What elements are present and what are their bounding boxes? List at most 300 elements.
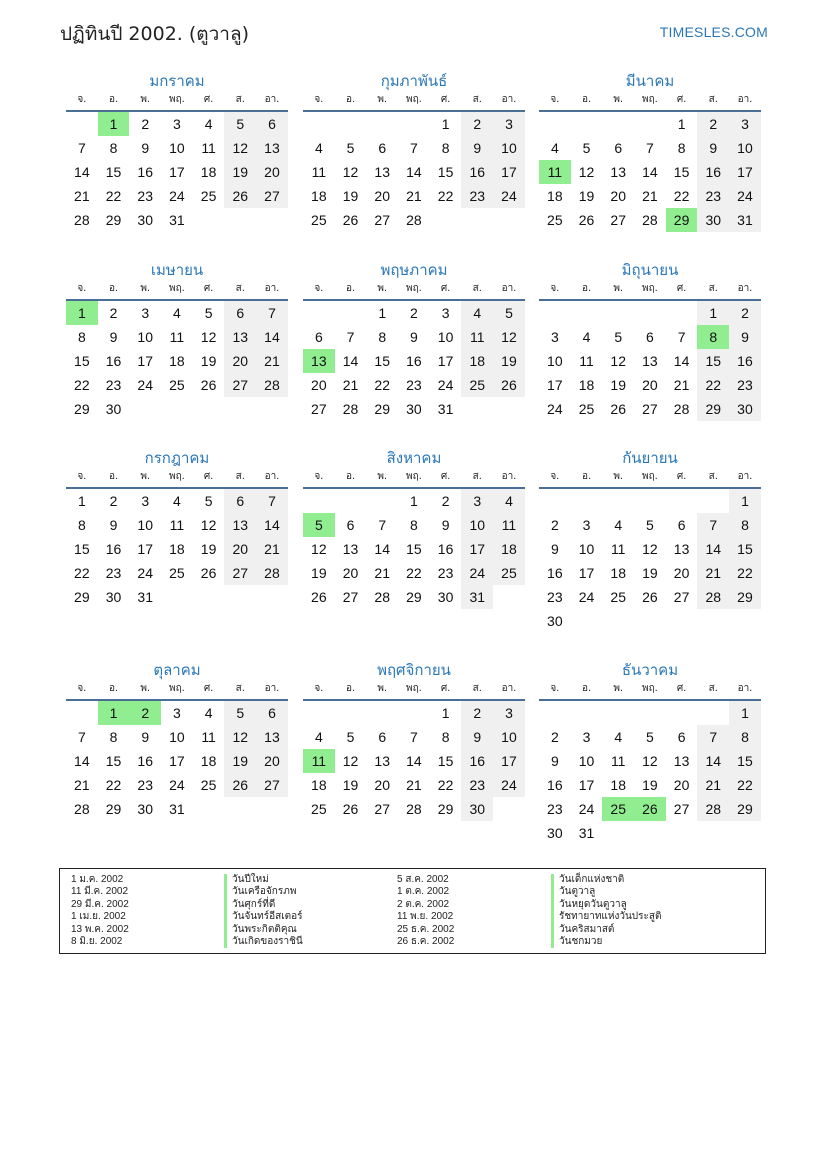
day-cell[interactable]: 20 — [673, 777, 690, 793]
day-cell[interactable]: 26 — [578, 212, 595, 228]
day-cell[interactable]: 23 — [729, 373, 761, 397]
day-cell[interactable]: 28 — [673, 401, 690, 417]
day-cell[interactable]: 10 — [137, 329, 153, 345]
day-cell[interactable]: 18 — [610, 777, 626, 793]
day-cell[interactable]: 7 — [697, 725, 729, 749]
day-cell[interactable]: 9 — [729, 325, 761, 349]
day-cell[interactable]: 29 — [105, 212, 122, 228]
day-cell[interactable]: 14 — [74, 164, 90, 180]
day-cell[interactable]: 7 — [346, 329, 355, 345]
day-cell[interactable]: 29 — [406, 589, 422, 605]
day-cell[interactable]: 14 — [406, 164, 422, 180]
day-cell[interactable]: 5 — [614, 329, 623, 345]
day-cell[interactable]: 2 — [697, 112, 729, 136]
day-cell[interactable]: 14 — [406, 753, 422, 769]
day-cell[interactable]: 30 — [547, 825, 563, 841]
day-cell[interactable]: 1 — [729, 701, 761, 725]
day-cell[interactable]: 20 — [642, 377, 658, 393]
day-cell[interactable]: 5 — [646, 517, 654, 533]
day-cell[interactable]: 8 — [109, 140, 118, 156]
day-cell[interactable]: 16 — [105, 541, 122, 557]
day-cell[interactable]: 14 — [256, 513, 288, 537]
day-cell[interactable]: 28 — [74, 801, 90, 817]
day-cell[interactable]: 18 — [578, 377, 595, 393]
day-cell[interactable]: 22 — [673, 188, 690, 204]
day-cell[interactable]: 23 — [461, 773, 493, 797]
day-cell[interactable]: 18 — [200, 753, 217, 769]
day-cell[interactable]: 24 — [169, 188, 185, 204]
day-cell[interactable]: 19 — [578, 188, 595, 204]
day-cell[interactable]: 20 — [311, 377, 327, 393]
day-cell[interactable]: 31 — [437, 401, 454, 417]
day-cell[interactable]: 20 — [256, 749, 288, 773]
day-cell[interactable]: 28 — [697, 585, 729, 609]
day-cell[interactable]: 10 — [493, 725, 525, 749]
day-cell[interactable]: 18 — [461, 349, 493, 373]
day-cell[interactable]: 27 — [256, 773, 288, 797]
day-cell[interactable]: 7 — [697, 513, 729, 537]
day-cell[interactable]: 21 — [256, 537, 288, 561]
day-cell[interactable]: 21 — [642, 188, 658, 204]
day-cell[interactable]: 2 — [550, 729, 559, 745]
day-cell[interactable]: 28 — [374, 589, 390, 605]
day-cell[interactable]: 27 — [374, 212, 390, 228]
day-cell[interactable]: 16 — [547, 777, 563, 793]
day-cell[interactable]: 6 — [224, 489, 256, 513]
day-cell[interactable]: 25 — [578, 401, 595, 417]
day-cell[interactable]: 11 — [303, 749, 335, 773]
day-cell[interactable]: 2 — [729, 301, 761, 325]
day-cell[interactable]: 18 — [493, 537, 525, 561]
day-cell[interactable]: 5 — [204, 493, 213, 509]
day-cell[interactable]: 17 — [493, 749, 525, 773]
day-cell[interactable]: 1 — [441, 705, 450, 721]
day-cell[interactable]: 24 — [437, 377, 454, 393]
day-cell[interactable]: 11 — [610, 753, 626, 769]
day-cell[interactable]: 3 — [173, 116, 181, 132]
day-cell[interactable]: 29 — [105, 801, 122, 817]
day-cell[interactable]: 3 — [582, 517, 591, 533]
day-cell[interactable]: 28 — [256, 373, 288, 397]
day-cell[interactable]: 10 — [493, 136, 525, 160]
day-cell[interactable]: 26 — [342, 801, 359, 817]
day-cell[interactable]: 20 — [256, 160, 288, 184]
day-cell[interactable]: 27 — [256, 184, 288, 208]
day-cell[interactable]: 19 — [342, 188, 359, 204]
day-cell[interactable]: 15 — [374, 353, 390, 369]
day-cell[interactable]: 13 — [642, 353, 658, 369]
day-cell[interactable]: 4 — [614, 729, 623, 745]
day-cell[interactable]: 3 — [173, 705, 181, 721]
day-cell[interactable]: 30 — [729, 397, 761, 421]
day-cell[interactable]: 5 — [346, 140, 355, 156]
day-cell[interactable]: 22 — [437, 188, 454, 204]
day-cell[interactable]: 12 — [342, 753, 359, 769]
day-cell[interactable]: 29 — [374, 401, 390, 417]
day-cell[interactable]: 5 — [646, 729, 654, 745]
day-cell[interactable]: 3 — [141, 493, 150, 509]
day-cell[interactable]: 27 — [673, 589, 690, 605]
day-cell[interactable]: 25 — [493, 561, 525, 585]
day-cell[interactable]: 10 — [578, 753, 595, 769]
day-cell[interactable]: 6 — [677, 517, 686, 533]
day-cell[interactable]: 30 — [406, 401, 422, 417]
day-cell[interactable]: 5 — [303, 513, 335, 537]
day-cell[interactable]: 6 — [346, 517, 355, 533]
day-cell[interactable]: 11 — [493, 513, 525, 537]
day-cell[interactable]: 20 — [224, 537, 256, 561]
day-cell[interactable]: 19 — [642, 565, 658, 581]
day-cell[interactable]: 28 — [406, 212, 422, 228]
day-cell[interactable]: 21 — [697, 773, 729, 797]
day-cell[interactable]: 26 — [200, 565, 217, 581]
day-cell[interactable]: 11 — [311, 164, 327, 180]
day-cell[interactable]: 5 — [493, 301, 525, 325]
day-cell[interactable]: 25 — [169, 377, 185, 393]
day-cell[interactable]: 9 — [461, 136, 493, 160]
day-cell[interactable]: 12 — [642, 753, 658, 769]
day-cell[interactable]: 14 — [342, 353, 359, 369]
day-cell[interactable]: 11 — [539, 160, 571, 184]
day-cell[interactable]: 14 — [697, 537, 729, 561]
day-cell[interactable]: 12 — [224, 725, 256, 749]
day-cell[interactable]: 26 — [224, 184, 256, 208]
day-cell[interactable]: 9 — [441, 517, 450, 533]
day-cell[interactable]: 30 — [437, 589, 454, 605]
day-cell[interactable]: 23 — [697, 184, 729, 208]
day-cell[interactable]: 18 — [311, 777, 327, 793]
day-cell[interactable]: 13 — [673, 541, 690, 557]
day-cell[interactable]: 12 — [642, 541, 658, 557]
day-cell[interactable]: 20 — [673, 565, 690, 581]
day-cell[interactable]: 30 — [547, 613, 563, 629]
day-cell[interactable]: 15 — [729, 537, 761, 561]
day-cell[interactable]: 22 — [74, 377, 90, 393]
day-cell[interactable]: 17 — [137, 541, 153, 557]
day-cell[interactable]: 12 — [578, 164, 595, 180]
day-cell[interactable]: 4 — [314, 140, 323, 156]
day-cell[interactable]: 5 — [224, 701, 256, 725]
day-cell[interactable]: 9 — [550, 753, 559, 769]
day-cell[interactable]: 21 — [673, 377, 690, 393]
day-cell[interactable]: 10 — [578, 541, 595, 557]
day-cell[interactable]: 8 — [77, 329, 86, 345]
day-cell[interactable]: 9 — [550, 541, 559, 557]
day-cell[interactable]: 7 — [410, 729, 418, 745]
day-cell[interactable]: 3 — [729, 112, 761, 136]
day-cell[interactable]: 20 — [342, 565, 359, 581]
day-cell[interactable]: 8 — [109, 729, 118, 745]
day-cell[interactable]: 13 — [256, 725, 288, 749]
day-cell[interactable]: 23 — [437, 565, 454, 581]
day-cell[interactable]: 8 — [729, 513, 761, 537]
day-cell[interactable]: 6 — [677, 729, 686, 745]
day-cell[interactable]: 23 — [137, 188, 153, 204]
day-cell[interactable]: 11 — [201, 140, 216, 156]
day-cell[interactable]: 30 — [461, 797, 493, 821]
day-cell[interactable]: 12 — [224, 136, 256, 160]
day-cell[interactable]: 1 — [98, 112, 130, 136]
day-cell[interactable]: 28 — [342, 401, 359, 417]
day-cell[interactable]: 29 — [666, 208, 698, 232]
day-cell[interactable]: 4 — [173, 493, 181, 509]
day-cell[interactable]: 21 — [256, 349, 288, 373]
day-cell[interactable]: 28 — [642, 212, 658, 228]
day-cell[interactable]: 12 — [610, 353, 626, 369]
day-cell[interactable]: 10 — [137, 517, 153, 533]
day-cell[interactable]: 5 — [582, 140, 591, 156]
day-cell[interactable]: 2 — [109, 305, 118, 321]
day-cell[interactable]: 8 — [697, 325, 729, 349]
day-cell[interactable]: 1 — [66, 301, 98, 325]
day-cell[interactable]: 17 — [437, 353, 454, 369]
day-cell[interactable]: 9 — [141, 140, 150, 156]
day-cell[interactable]: 29 — [697, 397, 729, 421]
day-cell[interactable]: 29 — [729, 585, 761, 609]
day-cell[interactable]: 23 — [461, 184, 493, 208]
day-cell[interactable]: 27 — [374, 801, 390, 817]
day-cell[interactable]: 27 — [673, 801, 690, 817]
day-cell[interactable]: 16 — [729, 349, 761, 373]
day-cell[interactable]: 7 — [256, 489, 288, 513]
day-cell[interactable]: 19 — [311, 565, 327, 581]
day-cell[interactable]: 9 — [141, 729, 150, 745]
day-cell[interactable]: 24 — [137, 377, 153, 393]
day-cell[interactable]: 22 — [437, 777, 454, 793]
day-cell[interactable]: 15 — [74, 353, 90, 369]
day-cell[interactable]: 7 — [77, 729, 86, 745]
day-cell[interactable]: 12 — [342, 164, 359, 180]
day-cell[interactable]: 25 — [610, 589, 626, 605]
day-cell[interactable]: 14 — [256, 325, 288, 349]
day-cell[interactable]: 14 — [673, 353, 690, 369]
day-cell[interactable]: 17 — [169, 753, 185, 769]
day-cell[interactable]: 24 — [493, 773, 525, 797]
day-cell[interactable]: 22 — [697, 373, 729, 397]
day-cell[interactable]: 1 — [441, 116, 450, 132]
day-cell[interactable]: 11 — [610, 541, 626, 557]
day-cell[interactable]: 3 — [461, 489, 493, 513]
day-cell[interactable]: 24 — [493, 184, 525, 208]
day-cell[interactable]: 2 — [109, 493, 118, 509]
day-cell[interactable]: 22 — [729, 773, 761, 797]
day-cell[interactable]: 30 — [105, 401, 122, 417]
day-cell[interactable]: 6 — [646, 329, 654, 345]
day-cell[interactable]: 9 — [109, 329, 118, 345]
day-cell[interactable]: 19 — [200, 541, 217, 557]
day-cell[interactable]: 28 — [406, 801, 422, 817]
day-cell[interactable]: 7 — [378, 517, 387, 533]
day-cell[interactable]: 12 — [493, 325, 525, 349]
day-cell[interactable]: 2 — [461, 112, 493, 136]
day-cell[interactable]: 22 — [105, 777, 122, 793]
day-cell[interactable]: 1 — [77, 493, 86, 509]
day-cell[interactable]: 28 — [256, 561, 288, 585]
day-cell[interactable]: 25 — [200, 188, 217, 204]
day-cell[interactable]: 14 — [697, 749, 729, 773]
day-cell[interactable]: 13 — [342, 541, 359, 557]
day-cell[interactable]: 11 — [169, 329, 185, 345]
day-cell[interactable]: 18 — [169, 353, 185, 369]
day-cell[interactable]: 26 — [224, 773, 256, 797]
day-cell[interactable]: 17 — [137, 353, 153, 369]
day-cell[interactable]: 13 — [610, 164, 626, 180]
day-cell[interactable]: 17 — [578, 777, 595, 793]
day-cell[interactable]: 10 — [461, 513, 493, 537]
day-cell[interactable]: 9 — [410, 329, 418, 345]
day-cell[interactable]: 18 — [610, 565, 626, 581]
day-cell[interactable]: 2 — [550, 517, 559, 533]
day-cell[interactable]: 20 — [224, 349, 256, 373]
day-cell[interactable]: 1 — [697, 301, 729, 325]
day-cell[interactable]: 15 — [406, 541, 422, 557]
day-cell[interactable]: 3 — [493, 112, 525, 136]
day-cell[interactable]: 22 — [74, 565, 90, 581]
day-cell[interactable]: 10 — [729, 136, 761, 160]
day-cell[interactable]: 8 — [729, 725, 761, 749]
day-cell[interactable]: 20 — [610, 188, 626, 204]
day-cell[interactable]: 8 — [677, 140, 686, 156]
day-cell[interactable]: 4 — [614, 517, 623, 533]
day-cell[interactable]: 31 — [137, 589, 153, 605]
day-cell[interactable]: 10 — [169, 140, 185, 156]
day-cell[interactable]: 9 — [697, 136, 729, 160]
day-cell[interactable]: 1 — [98, 701, 130, 725]
day-cell[interactable]: 20 — [374, 777, 390, 793]
day-cell[interactable]: 5 — [204, 305, 213, 321]
day-cell[interactable]: 24 — [461, 561, 493, 585]
day-cell[interactable]: 27 — [342, 589, 359, 605]
day-cell[interactable]: 4 — [314, 729, 323, 745]
day-cell[interactable]: 2 — [141, 116, 150, 132]
day-cell[interactable]: 3 — [141, 305, 150, 321]
day-cell[interactable]: 19 — [224, 749, 256, 773]
day-cell[interactable]: 25 — [169, 565, 185, 581]
day-cell[interactable]: 30 — [137, 801, 153, 817]
day-cell[interactable]: 25 — [311, 212, 327, 228]
day-cell[interactable]: 4 — [461, 301, 493, 325]
day-cell[interactable]: 4 — [493, 489, 525, 513]
day-cell[interactable]: 3 — [582, 729, 591, 745]
day-cell[interactable]: 10 — [437, 329, 454, 345]
day-cell[interactable]: 6 — [314, 329, 323, 345]
day-cell[interactable]: 17 — [729, 160, 761, 184]
day-cell[interactable]: 6 — [614, 140, 623, 156]
day-cell[interactable]: 19 — [493, 349, 525, 373]
day-cell[interactable]: 31 — [578, 825, 595, 841]
day-cell[interactable]: 6 — [224, 301, 256, 325]
day-cell[interactable]: 22 — [729, 561, 761, 585]
day-cell[interactable]: 19 — [224, 160, 256, 184]
day-cell[interactable]: 26 — [634, 797, 666, 821]
day-cell[interactable]: 4 — [204, 116, 213, 132]
day-cell[interactable]: 14 — [374, 541, 390, 557]
day-cell[interactable]: 16 — [461, 160, 493, 184]
day-cell[interactable]: 7 — [256, 301, 288, 325]
day-cell[interactable]: 7 — [77, 140, 86, 156]
day-cell[interactable]: 6 — [256, 112, 288, 136]
day-cell[interactable]: 6 — [378, 729, 387, 745]
day-cell[interactable]: 22 — [374, 377, 390, 393]
day-cell[interactable]: 29 — [437, 801, 454, 817]
day-cell[interactable]: 29 — [729, 797, 761, 821]
day-cell[interactable]: 24 — [729, 184, 761, 208]
day-cell[interactable]: 7 — [410, 140, 418, 156]
day-cell[interactable]: 26 — [610, 401, 626, 417]
day-cell[interactable]: 23 — [547, 801, 563, 817]
day-cell[interactable]: 13 — [374, 753, 390, 769]
day-cell[interactable]: 21 — [74, 188, 90, 204]
day-cell[interactable]: 26 — [311, 589, 327, 605]
day-cell[interactable]: 22 — [406, 565, 422, 581]
day-cell[interactable]: 16 — [547, 565, 563, 581]
day-cell[interactable]: 19 — [200, 353, 217, 369]
day-cell[interactable]: 11 — [579, 353, 594, 369]
day-cell[interactable]: 21 — [406, 188, 422, 204]
day-cell[interactable]: 27 — [642, 401, 658, 417]
day-cell[interactable]: 25 — [461, 373, 493, 397]
day-cell[interactable]: 4 — [173, 305, 181, 321]
day-cell[interactable]: 23 — [105, 565, 122, 581]
day-cell[interactable]: 24 — [137, 565, 153, 581]
day-cell[interactable]: 2 — [410, 305, 418, 321]
day-cell[interactable]: 26 — [342, 212, 359, 228]
day-cell[interactable]: 4 — [582, 329, 591, 345]
day-cell[interactable]: 9 — [109, 517, 118, 533]
day-cell[interactable]: 17 — [493, 160, 525, 184]
day-cell[interactable]: 12 — [311, 541, 327, 557]
day-cell[interactable]: 15 — [105, 753, 122, 769]
day-cell[interactable]: 27 — [224, 373, 256, 397]
day-cell[interactable]: 16 — [461, 749, 493, 773]
day-cell[interactable]: 6 — [378, 140, 387, 156]
day-cell[interactable]: 10 — [169, 729, 185, 745]
day-cell[interactable]: 9 — [461, 725, 493, 749]
day-cell[interactable]: 23 — [406, 377, 422, 393]
day-cell[interactable]: 2 — [129, 701, 161, 725]
day-cell[interactable]: 26 — [493, 373, 525, 397]
day-cell[interactable]: 8 — [441, 140, 450, 156]
day-cell[interactable]: 30 — [137, 212, 153, 228]
day-cell[interactable]: 14 — [74, 753, 90, 769]
day-cell[interactable]: 1 — [677, 116, 686, 132]
day-cell[interactable]: 12 — [200, 329, 217, 345]
day-cell[interactable]: 15 — [437, 164, 454, 180]
day-cell[interactable]: 27 — [610, 212, 626, 228]
day-cell[interactable]: 5 — [346, 729, 355, 745]
day-cell[interactable]: 16 — [437, 541, 454, 557]
day-cell[interactable]: 1 — [378, 305, 387, 321]
day-cell[interactable]: 13 — [256, 136, 288, 160]
day-cell[interactable]: 10 — [547, 353, 563, 369]
day-cell[interactable]: 24 — [547, 401, 563, 417]
day-cell[interactable]: 19 — [610, 377, 626, 393]
day-cell[interactable]: 28 — [697, 797, 729, 821]
day-cell[interactable]: 31 — [169, 212, 185, 228]
day-cell[interactable]: 30 — [697, 208, 729, 232]
day-cell[interactable]: 25 — [200, 777, 217, 793]
day-cell[interactable]: 8 — [441, 729, 450, 745]
day-cell[interactable]: 23 — [137, 777, 153, 793]
day-cell[interactable]: 23 — [105, 377, 122, 393]
day-cell[interactable]: 11 — [461, 325, 493, 349]
day-cell[interactable]: 19 — [342, 777, 359, 793]
day-cell[interactable]: 18 — [200, 164, 217, 180]
day-cell[interactable]: 7 — [677, 329, 686, 345]
day-cell[interactable]: 25 — [311, 801, 327, 817]
day-cell[interactable]: 15 — [74, 541, 90, 557]
day-cell[interactable]: 18 — [169, 541, 185, 557]
